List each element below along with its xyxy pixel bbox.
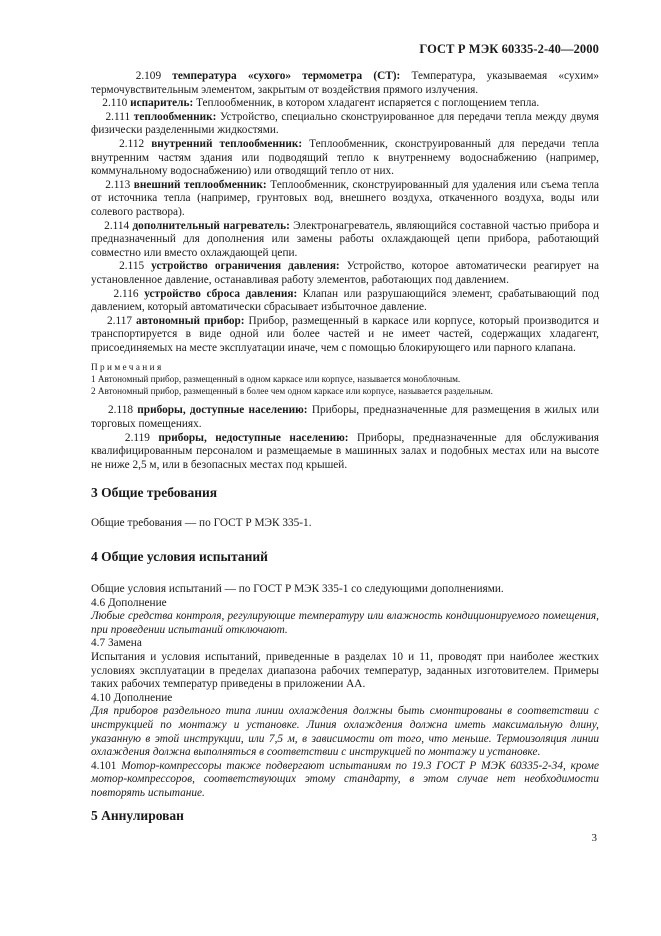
section-3-text: Общие требования — по ГОСТ Р МЭК 335-1. — [91, 517, 312, 529]
definition-2-117 — [91, 315, 599, 356]
definition-text: Прибор, размещенный в каркасе или корпусе, который производится и транспортируется в виде одной или более частей и не имеет частей, содержащих хладагент, присоединяемых на месте эксплуатации иначе, чем с помощью блокирующего или парного клапана. — [91, 314, 600, 354]
definition-2-113 — [91, 179, 599, 220]
definition-text: Теплообменник, сконструированный для удаления или съема тепла от источника тепла (например, грунтовых вод, внешнего воздуха, откаченного воздуха, воды или солевого раствора). — [91, 178, 600, 218]
definition-2-111 — [91, 111, 599, 138]
clause-4-10-label: 4.10 Дополнение — [91, 691, 173, 704]
definition-text: Теплообменник, в котором хладагент испаряется с поглощением тепла. — [193, 97, 540, 110]
definition-number: 2.112 — [119, 137, 145, 150]
definition-term: автономный прибор: — [136, 314, 245, 327]
definition-2-114 — [91, 220, 599, 261]
definition-term: испаритель: — [130, 97, 194, 110]
definition-number: 2.111 — [105, 110, 131, 123]
definition-number: 2.110 — [102, 97, 128, 110]
definition-term: теплообменник: — [133, 110, 217, 123]
clause-4-101 — [91, 760, 599, 801]
definition-term: устройство сброса давления: — [144, 287, 298, 300]
section-4-body — [91, 583, 599, 801]
definition-term: приборы, доступные населению: — [137, 404, 308, 417]
section-3-heading: 3 Общие требования — [91, 485, 218, 500]
note-item: 2 Автономный прибор, размещенный в более чем одном каркасе или корпусе, называется раздельным. — [91, 386, 493, 397]
definition-number: 2.117 — [107, 314, 133, 327]
section-4-intro: Общие условия испытаний — по ГОСТ Р МЭК 335-1 со следующими дополнениями. — [91, 583, 504, 595]
definition-term: температура «сухого» термометра (СТ): — [172, 70, 401, 82]
definition-2-112 — [91, 138, 599, 179]
clause-4-7-label: 4.7 Замена — [91, 637, 142, 650]
definition-number: 2.113 — [105, 178, 131, 191]
definition-text: Электронагреватель, являющийся составной частью прибора и предназначенный для дополнения или замены работы охлаждающей цепи прибора, работающий совместно или вместо охлаждающей цепи. — [91, 219, 599, 259]
definition-text: Устройство, которое автоматически реагирует на установленное давление, останавливая работу элементов, работающих под давлением. — [91, 260, 599, 286]
clause-4-101-text: Мотор-компрессоры также подвергают испытаниям по 19.3 ГОСТ Р МЭК 60335-2-34, кроме мотор-компрессоров, соответствующих этому стандарту, в этом случае нет необходимости повторять испытание. — [91, 759, 599, 799]
definition-2-119 — [91, 432, 599, 473]
definition-text: Клапан или разрушающийся элемент, срабатывающий под давлением, который автоматически сбрасывает избыточное давление. — [91, 287, 599, 314]
definition-text: Теплообменник, сконструированный для передачи тепла внутренним частям здания или подводящий тепло к внутреннему водоснабжению (например, коммунальному водоснабжению) или отводящий тепло от них. — [91, 137, 599, 178]
definition-2-118 — [91, 404, 599, 431]
definition-2-109 — [91, 70, 599, 97]
definition-term: внутренний теплообменник: — [151, 137, 303, 150]
definition-number: 2.114 — [104, 219, 130, 232]
clause-4-10-text: Для приборов раздельного типа линии охлаждения должны быть смонтированы в соответствии с инструкцией по монтажу и установке. Линия охлаждения должна иметь максимальную длину, указанную в этой инструкции, или 7,5 м, в зависимости от того, что меньше. Термоизоляция линии охлаждения должна выполняться в соответствии с инструкцией по монтажу и установке. — [91, 705, 599, 759]
clause-4-6-text: Любые средства контроля, регулирующие температуру или влажность кондиционируемого помещения, при проведении испытаний отключают. — [91, 610, 599, 636]
definition-2-115 — [91, 260, 599, 287]
notes-title: Примечания — [91, 362, 164, 373]
clause-4-101-label: 4.101 — [91, 759, 117, 772]
definition-text: Температура, указываемая «сухим» термочувствительным элементом, закрытым от воздействия прямого излучения. — [91, 70, 600, 96]
definition-2-110 — [91, 97, 599, 111]
definitions-block — [91, 70, 599, 472]
definition-term: устройство ограничения давления: — [151, 260, 340, 273]
definition-term: приборы, недоступные населению: — [158, 431, 349, 444]
clause-4-7-text: Испытания и условия испытаний, приведенные в разделах 10 и 11, проводят при наиболее жестких условиях эксплуатации в пределах диапазона рабочих температур, заданных изготовителем. Примеры таких рабочих температур приведены в приложении АА. — [91, 650, 599, 691]
definition-term: дополнительный нагреватель: — [132, 219, 290, 232]
definition-number: 2.109 — [135, 70, 162, 82]
definition-number: 2.115 — [119, 260, 145, 273]
definition-text: Приборы, предназначенные для обслуживания квалифицированным персоналом и размещаемые в машинных залах и подобных местах или на высоте не ниже 2,5 м, или в безопасных местах под крышей. — [91, 431, 600, 471]
definition-number: 2.118 — [108, 404, 134, 417]
definition-text: Устройство, специально сконструированное для передачи тепла между двумя физически разделенными жидкостями. — [91, 110, 600, 137]
note-item: 1 Автономный прибор, размещенный в одном каркасе или корпусе, называется моноблочным. — [91, 374, 461, 385]
definition-number: 2.116 — [113, 287, 139, 300]
section-4-heading: 4 Общие условия испытаний — [91, 549, 268, 564]
page-number: 3 — [591, 832, 597, 844]
section-5-heading: 5 Аннулирован — [91, 808, 184, 823]
definition-number: 2.119 — [124, 431, 150, 444]
definition-term: внешний теплообменник: — [133, 178, 267, 191]
definition-2-116 — [91, 288, 599, 315]
notes-block — [91, 361, 599, 397]
document-header: ГОСТ Р МЭК 60335-2-40—2000 — [419, 42, 599, 56]
definition-text: Приборы, предназначенные для размещения в жилых или торговых помещениях. — [91, 404, 600, 431]
clause-4-6-label: 4.6 Дополнение — [91, 596, 167, 609]
